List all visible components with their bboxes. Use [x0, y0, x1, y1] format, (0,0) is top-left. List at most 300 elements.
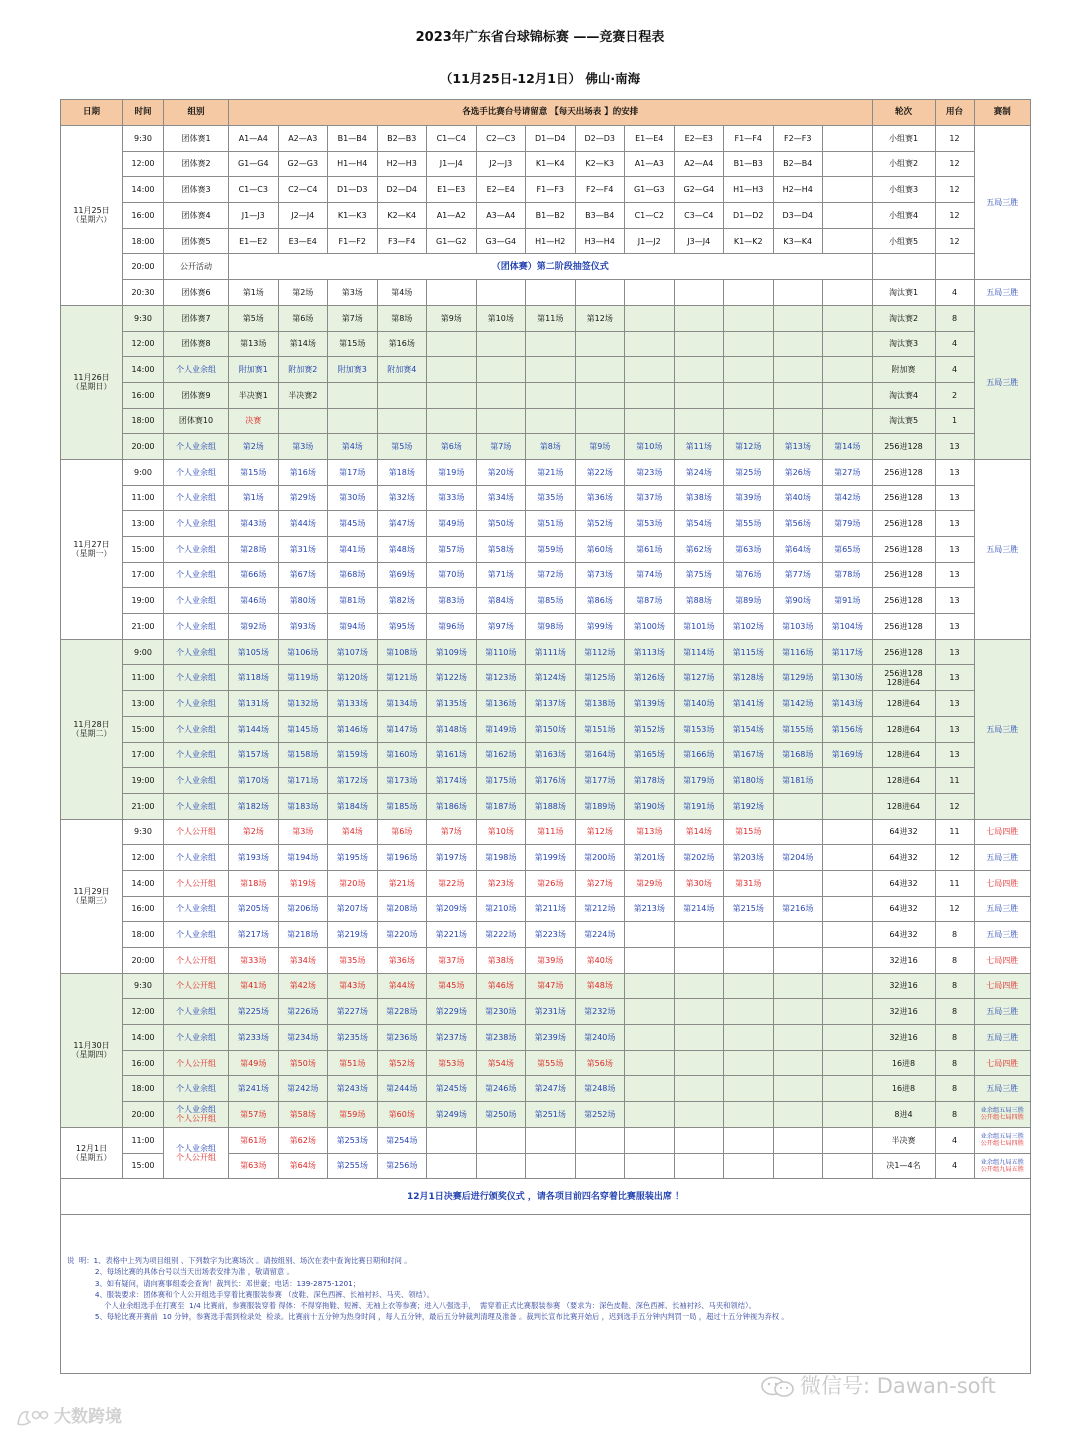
- match-cell: [823, 280, 873, 306]
- match-cell: 第49场: [229, 1050, 279, 1076]
- match-cell: 第221场: [427, 922, 477, 948]
- weekday-label: （星期一）: [71, 549, 112, 559]
- match-cell: 第204场: [773, 845, 823, 871]
- match-cell: [724, 1076, 774, 1102]
- match-cell: 第108场: [377, 639, 427, 665]
- match-cell: 第9场: [575, 434, 625, 460]
- match-cell: 第132场: [278, 691, 328, 717]
- match-cell: F1—F3: [526, 177, 576, 203]
- match-cell: [625, 305, 675, 331]
- match-cell: 第94场: [328, 614, 378, 640]
- schedule-row: [61, 1050, 1031, 1076]
- match-cell: 第137场: [526, 691, 576, 717]
- round-cell: 决1—4名: [872, 1153, 935, 1179]
- date-label: 11月25日: [73, 206, 110, 216]
- match-cell: [625, 1127, 675, 1153]
- match-cell: 第30场: [674, 870, 724, 896]
- match-cell: 第151场: [575, 716, 625, 742]
- match-cell: [625, 382, 675, 408]
- round-cell: 128进64: [872, 768, 935, 794]
- match-cell: 第152场: [625, 716, 675, 742]
- match-cell: 第106场: [278, 639, 328, 665]
- match-cell: G3—G4: [476, 228, 526, 254]
- match-cell: 第20场: [476, 459, 526, 485]
- group-cell: 个人业余组: [164, 999, 229, 1025]
- round-cell: 小组赛5: [872, 228, 935, 254]
- match-cell: 第161场: [427, 742, 477, 768]
- match-cell: [575, 1153, 625, 1179]
- match-cell: 第150场: [526, 716, 576, 742]
- format-cell: 五局三胜: [974, 999, 1031, 1025]
- match-cell: [476, 280, 526, 306]
- match-cell: 第56场: [773, 511, 823, 537]
- match-cell: 第202场: [674, 845, 724, 871]
- match-cell: [724, 331, 774, 357]
- match-cell: 第59场: [328, 1102, 378, 1128]
- match-cell: 第37场: [625, 485, 675, 511]
- match-cell: D1—D4: [526, 126, 576, 152]
- group-cell: 个人公开组: [164, 870, 229, 896]
- match-cell: 第156场: [823, 716, 873, 742]
- match-cell: 第27场: [575, 870, 625, 896]
- time-cell: 11:00: [123, 485, 164, 511]
- tables-cell: 8: [935, 999, 974, 1025]
- group-cell: 个人业余组: [164, 614, 229, 640]
- match-cell: 第227场: [328, 999, 378, 1025]
- round-cell: 256进128: [872, 562, 935, 588]
- match-cell: 第100场: [625, 614, 675, 640]
- match-cell: 第52场: [575, 511, 625, 537]
- match-cell: 第1场: [229, 280, 279, 306]
- group-cell: 团体赛6: [164, 280, 229, 306]
- match-cell: 第199场: [526, 845, 576, 871]
- match-cell: 第90场: [773, 588, 823, 614]
- match-cell: [476, 382, 526, 408]
- match-cell: 第44场: [377, 973, 427, 999]
- match-cell: 第231场: [526, 999, 576, 1025]
- schedule-row: [61, 819, 1031, 845]
- round-cell: 16进8: [872, 1076, 935, 1102]
- col-header-round: 轮次: [872, 100, 935, 126]
- match-cell: 第210场: [476, 896, 526, 922]
- tables-cell: 13: [935, 665, 974, 691]
- match-cell: 第33场: [229, 948, 279, 974]
- match-cell: [625, 922, 675, 948]
- tables-cell: 8: [935, 922, 974, 948]
- match-cell: A1—A3: [625, 151, 675, 177]
- schedule-row: [61, 126, 1031, 152]
- match-cell: 第99场: [575, 614, 625, 640]
- match-cell: 第126场: [625, 665, 675, 691]
- match-cell: [674, 305, 724, 331]
- match-cell: 第46场: [229, 588, 279, 614]
- schedule-row: [61, 999, 1031, 1025]
- tables-cell: 12: [935, 793, 974, 819]
- group-cell: 团体赛8: [164, 331, 229, 357]
- match-cell: 第112场: [575, 639, 625, 665]
- match-cell: 第39场: [526, 948, 576, 974]
- match-cell: 第95场: [377, 614, 427, 640]
- schedule-row: [61, 845, 1031, 871]
- match-cell: 第34场: [476, 485, 526, 511]
- match-cell: C3—C4: [674, 203, 724, 229]
- group-cell: 团体赛7: [164, 305, 229, 331]
- match-cell: [773, 1076, 823, 1102]
- match-cell: 第224场: [575, 922, 625, 948]
- round-cell: 256进128: [872, 639, 935, 665]
- match-cell: A3—A4: [476, 203, 526, 229]
- group-cell: 个人业余组: [164, 793, 229, 819]
- match-cell: 第10场: [476, 819, 526, 845]
- round-cell: [872, 254, 935, 280]
- match-cell: J3—J4: [674, 228, 724, 254]
- group-cell: 个人业余组: [164, 742, 229, 768]
- match-cell: 第174场: [427, 768, 477, 794]
- match-cell: 第135场: [427, 691, 477, 717]
- round-cell: 64进32: [872, 922, 935, 948]
- match-cell: [823, 793, 873, 819]
- match-cell: 第206场: [278, 896, 328, 922]
- match-cell: [823, 922, 873, 948]
- notes-row: [61, 1215, 1031, 1374]
- group-cell: 团体赛2: [164, 151, 229, 177]
- round-cell: 64进32: [872, 845, 935, 871]
- match-cell: 附加赛4: [377, 357, 427, 383]
- format-cell: 五局三胜: [974, 126, 1031, 280]
- note-line: 2、每场比赛的具体台号以当天出场表安排为准 ，敬请留意 。: [67, 1267, 294, 1277]
- format-cell: 业余组九局五胜 公开组九局五胜: [974, 1153, 1031, 1179]
- match-cell: G2—G4: [674, 177, 724, 203]
- match-cell: 第46场: [476, 973, 526, 999]
- match-cell: [377, 408, 427, 434]
- time-cell: 15:00: [123, 716, 164, 742]
- match-cell: 第104场: [823, 614, 873, 640]
- match-cell: 第60场: [575, 537, 625, 563]
- match-cell: 第79场: [823, 511, 873, 537]
- watermark-wechat-text: 微信号: Dawan-soft: [800, 1374, 996, 1398]
- match-cell: 第144场: [229, 716, 279, 742]
- match-cell: [724, 973, 774, 999]
- time-cell: 15:00: [123, 1153, 164, 1179]
- schedule-row: [61, 511, 1031, 537]
- match-cell: [773, 922, 823, 948]
- match-cell: 第201场: [625, 845, 675, 871]
- match-cell: 第3场: [328, 280, 378, 306]
- match-cell: 第249场: [427, 1102, 477, 1128]
- match-cell: 第43场: [229, 511, 279, 537]
- match-cell: [476, 408, 526, 434]
- format-cell: 业余组五局三胜 公开组七局四胜: [974, 1102, 1031, 1128]
- match-cell: 第17场: [328, 459, 378, 485]
- match-cell: 第8场: [526, 434, 576, 460]
- round-cell: 256进128: [872, 537, 935, 563]
- group-cell: 个人业余组: [164, 768, 229, 794]
- schedule-row: [61, 1102, 1031, 1128]
- notes-cell: [61, 1215, 1031, 1374]
- match-cell: B1—B2: [526, 203, 576, 229]
- group-cell: 个人业余组: [164, 922, 229, 948]
- match-cell: 第51场: [526, 511, 576, 537]
- match-cell: 第190场: [625, 793, 675, 819]
- match-cell: 第181场: [773, 768, 823, 794]
- match-cell: 第22场: [427, 870, 477, 896]
- match-cell: [724, 922, 774, 948]
- match-cell: 第29场: [625, 870, 675, 896]
- match-cell: 第19场: [427, 459, 477, 485]
- match-cell: 第177场: [575, 768, 625, 794]
- match-cell: 第239场: [526, 1025, 576, 1051]
- match-cell: 第14场: [823, 434, 873, 460]
- match-cell: 第245场: [427, 1076, 477, 1102]
- match-cell: 第43场: [328, 973, 378, 999]
- time-cell: 12:00: [123, 999, 164, 1025]
- match-cell: H2—H3: [377, 151, 427, 177]
- match-cell: 第134场: [377, 691, 427, 717]
- match-cell: A1—A2: [427, 203, 477, 229]
- match-cell: 第103场: [773, 614, 823, 640]
- match-cell: 第191场: [674, 793, 724, 819]
- match-cell: 第233场: [229, 1025, 279, 1051]
- group-cell: 团体赛10: [164, 408, 229, 434]
- match-cell: 第198场: [476, 845, 526, 871]
- match-cell: 第143场: [823, 691, 873, 717]
- match-cell: 第158场: [278, 742, 328, 768]
- match-cell: [526, 1127, 576, 1153]
- schedule-row: [61, 1076, 1031, 1102]
- time-cell: 17:00: [123, 562, 164, 588]
- match-cell: 第129场: [773, 665, 823, 691]
- tables-cell: 13: [935, 639, 974, 665]
- format-cell: 五局三胜: [974, 639, 1031, 819]
- match-cell: 第19场: [278, 870, 328, 896]
- schedule-row: [61, 331, 1031, 357]
- match-cell: 第13场: [773, 434, 823, 460]
- round-cell: 256进128: [872, 459, 935, 485]
- match-cell: 第97场: [476, 614, 526, 640]
- round-cell: 128进64: [872, 716, 935, 742]
- match-cell: 第63场: [229, 1153, 279, 1179]
- time-cell: 20:30: [123, 280, 164, 306]
- time-cell: 16:00: [123, 203, 164, 229]
- round-cell: 32进16: [872, 1025, 935, 1051]
- match-cell: 第255场: [328, 1153, 378, 1179]
- schedule-row: [61, 793, 1031, 819]
- match-cell: 第84场: [476, 588, 526, 614]
- group-cell: 个人业余组: [164, 588, 229, 614]
- weekday-label: （星期三）: [71, 896, 112, 906]
- match-cell: 第170场: [229, 768, 279, 794]
- match-cell: 第229场: [427, 999, 477, 1025]
- round-cell: 256进128: [872, 485, 935, 511]
- schedule-row: [61, 485, 1031, 511]
- group-cell: 个人业余组: [164, 639, 229, 665]
- match-cell: 第13场: [625, 819, 675, 845]
- match-cell: A2—A3: [278, 126, 328, 152]
- match-cell: [377, 382, 427, 408]
- match-cell: 第117场: [823, 639, 873, 665]
- schedule-row: [61, 382, 1031, 408]
- round-cell: 小组赛2: [872, 151, 935, 177]
- match-cell: 第110场: [476, 639, 526, 665]
- match-cell: 第10场: [625, 434, 675, 460]
- match-cell: 第35场: [328, 948, 378, 974]
- match-cell: [427, 408, 477, 434]
- match-cell: 第247场: [526, 1076, 576, 1102]
- match-cell: 半决赛1: [229, 382, 279, 408]
- match-cell: 第118场: [229, 665, 279, 691]
- round-cell: 256进128: [872, 588, 935, 614]
- match-cell: 第205场: [229, 896, 279, 922]
- match-cell: J2—J4: [278, 203, 328, 229]
- match-cell: [526, 382, 576, 408]
- match-cell: 第127场: [674, 665, 724, 691]
- match-cell: 第107场: [328, 639, 378, 665]
- match-cell: 第14场: [278, 331, 328, 357]
- match-cell: 第4场: [377, 280, 427, 306]
- schedule-row: [61, 177, 1031, 203]
- match-cell: 第63场: [724, 537, 774, 563]
- schedule-row: [61, 716, 1031, 742]
- time-cell: 19:00: [123, 588, 164, 614]
- match-cell: [773, 1050, 823, 1076]
- match-cell: B1—B4: [328, 126, 378, 152]
- time-cell: 9:30: [123, 819, 164, 845]
- match-cell: 第212场: [575, 896, 625, 922]
- match-cell: 附加赛2: [278, 357, 328, 383]
- match-cell: B3—B4: [575, 203, 625, 229]
- match-cell: 第11场: [526, 819, 576, 845]
- match-cell: [427, 280, 477, 306]
- match-cell: 第188场: [526, 793, 576, 819]
- time-cell: 12:00: [123, 331, 164, 357]
- match-cell: K2—K3: [575, 151, 625, 177]
- match-cell: [724, 1127, 774, 1153]
- time-cell: 9:30: [123, 973, 164, 999]
- match-cell: G1—G4: [229, 151, 279, 177]
- announcement-row: [61, 1179, 1031, 1215]
- match-cell: 第159场: [328, 742, 378, 768]
- match-cell: 第234场: [278, 1025, 328, 1051]
- match-cell: D2—D3: [575, 126, 625, 152]
- round-cell: 小组赛3: [872, 177, 935, 203]
- match-cell: 第243场: [328, 1076, 378, 1102]
- round-cell: 淘汰赛3: [872, 331, 935, 357]
- group-cell: 个人公开组: [164, 819, 229, 845]
- match-cell: 第4场: [328, 819, 378, 845]
- tables-cell: 8: [935, 305, 974, 331]
- match-cell: 第207场: [328, 896, 378, 922]
- schedule-row: [61, 562, 1031, 588]
- col-header-time: 时间: [123, 100, 164, 126]
- match-cell: [773, 408, 823, 434]
- format-cell: 五局三胜: [974, 845, 1031, 871]
- match-cell: 第61场: [625, 537, 675, 563]
- match-cell: D2—D4: [377, 177, 427, 203]
- match-cell: G2—G3: [278, 151, 328, 177]
- schedule-row: [61, 357, 1031, 383]
- tables-cell: 8: [935, 1025, 974, 1051]
- match-cell: 第58场: [476, 537, 526, 563]
- col-header-date: 日期: [61, 100, 123, 126]
- format-cell: 七局四胜: [974, 870, 1031, 896]
- time-cell: 11:00: [123, 665, 164, 691]
- match-cell: 第232场: [575, 999, 625, 1025]
- match-cell: F2—F4: [575, 177, 625, 203]
- match-cell: 第71场: [476, 562, 526, 588]
- match-cell: [823, 845, 873, 871]
- group-cell: 个人业余组 个人公开组: [164, 1102, 229, 1128]
- match-cell: 第70场: [427, 562, 477, 588]
- match-cell: 第50场: [476, 511, 526, 537]
- schedule-row: [61, 896, 1031, 922]
- match-cell: J1—J2: [625, 228, 675, 254]
- match-cell: [823, 203, 873, 229]
- match-cell: 第34场: [278, 948, 328, 974]
- match-cell: 第23场: [625, 459, 675, 485]
- tables-cell: 13: [935, 716, 974, 742]
- time-cell: 20:00: [123, 1102, 164, 1128]
- match-cell: [427, 1127, 477, 1153]
- tables-cell: 13: [935, 742, 974, 768]
- match-cell: 第64场: [773, 537, 823, 563]
- match-cell: K2—K4: [377, 203, 427, 229]
- tables-cell: 8: [935, 973, 974, 999]
- match-cell: [625, 280, 675, 306]
- date-label: 11月27日: [73, 540, 110, 550]
- match-cell: 第10场: [476, 305, 526, 331]
- match-cell: 第219场: [328, 922, 378, 948]
- time-cell: 15:00: [123, 537, 164, 563]
- date-cell: [61, 126, 123, 306]
- match-cell: [674, 1050, 724, 1076]
- match-cell: 第47场: [526, 973, 576, 999]
- match-cell: 第18场: [229, 870, 279, 896]
- match-cell: 第26场: [773, 459, 823, 485]
- tables-cell: 4: [935, 1127, 974, 1153]
- match-cell: 第160场: [377, 742, 427, 768]
- match-cell: [724, 305, 774, 331]
- match-cell: 第3场: [278, 819, 328, 845]
- match-cell: [625, 1025, 675, 1051]
- round-cell: 淘汰赛5: [872, 408, 935, 434]
- match-cell: 第251场: [526, 1102, 576, 1128]
- match-cell: 第128场: [724, 665, 774, 691]
- schedule-row: [61, 588, 1031, 614]
- match-cell: [575, 357, 625, 383]
- match-cell: 第7场: [328, 305, 378, 331]
- time-cell: 9:00: [123, 459, 164, 485]
- match-cell: G1—G2: [427, 228, 477, 254]
- time-cell: 12:00: [123, 845, 164, 871]
- match-cell: [625, 973, 675, 999]
- match-cell: 第196场: [377, 845, 427, 871]
- match-cell: [773, 382, 823, 408]
- brand-logo-icon: [14, 1406, 50, 1428]
- match-cell: [823, 1025, 873, 1051]
- date-cell: [61, 639, 123, 819]
- match-cell: C2—C4: [278, 177, 328, 203]
- tables-cell: 4: [935, 331, 974, 357]
- note-line: 3、如有疑问，请向赛事组委会查询！裁判长：邓世豪；电话：139-2875-1201；: [67, 1278, 361, 1288]
- match-cell: 第66场: [229, 562, 279, 588]
- match-cell: 第185场: [377, 793, 427, 819]
- match-cell: 第37场: [427, 948, 477, 974]
- match-cell: 第178场: [625, 768, 675, 794]
- match-cell: H1—H3: [724, 177, 774, 203]
- tables-cell: 12: [935, 203, 974, 229]
- time-cell: 19:00: [123, 768, 164, 794]
- match-cell: [625, 1102, 675, 1128]
